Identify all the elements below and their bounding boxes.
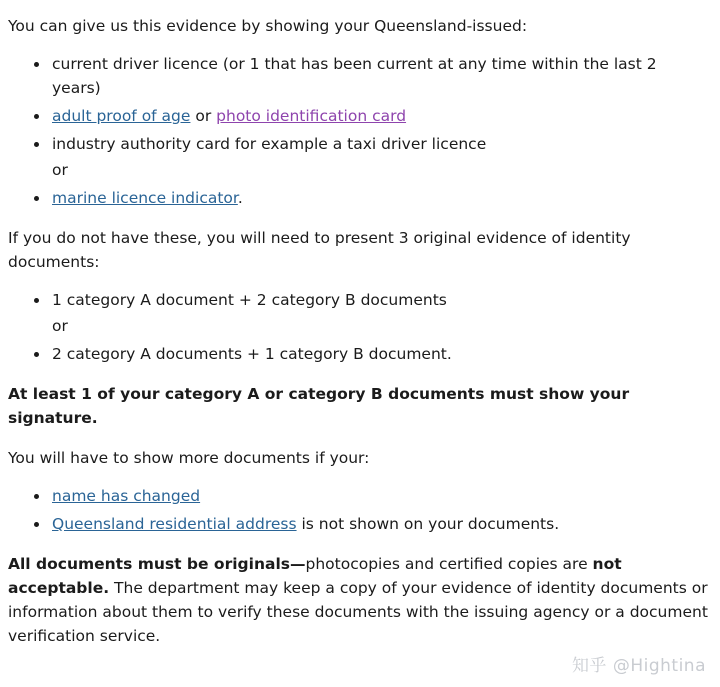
second-paragraph: If you do not have these, you will need to present 3 original evidence of identity documents: [8,229,631,272]
list-item [52,52,708,100]
evidence-list [8,52,708,210]
list-item-text: industry authority card for example a taxi driver licence [52,135,487,154]
originals-note-emphasis: not acceptable. [8,555,622,598]
combination-list [8,288,708,366]
list-item-or: or [52,317,68,336]
originals-note-lead: All documents must be originals— [8,555,306,574]
list-item [52,342,708,366]
list-item [52,132,708,182]
list-item-trailing-text: is not shown on your documents. [296,515,560,534]
conjunction-or: or [190,107,217,126]
watermark: 知乎 @Hightina [571,655,706,676]
originals-note-rest: The department may keep a copy of your evidence of identity documents or information about them to verify these documents with the issuing agency or a document verification service. [8,579,708,646]
link-photo-identification-card[interactable]: photo identification card [216,107,407,126]
link-name-has-changed[interactable]: name has changed [52,487,201,506]
list-item-text: current driver licence (or 1 that has been current at any time within the last 2 years) [52,55,657,98]
more-documents-list [8,484,708,536]
link-marine-licence-indicator[interactable]: marine licence indicator [52,189,238,208]
list-item [52,512,708,536]
list-item-text: 1 category A document + 2 category B documents [52,291,447,310]
list-item [52,484,708,508]
originals-note-middle: photocopies and certified copies are [305,555,593,574]
list-item [52,288,708,338]
originals-note [8,552,708,648]
intro-paragraph: You can give us this evidence by showing your Queensland-issued: [8,17,528,35]
link-adult-proof-of-age[interactable]: adult proof of age [52,107,191,126]
list-item-or: or [52,161,68,180]
link-queensland-residential-address[interactable]: Queensland residential address [52,515,297,534]
list-item-text: 2 category A documents + 1 category B document. [52,345,452,364]
signature-note: At least 1 of your category A or category B documents must show your signature. [8,385,630,428]
list-item [52,186,708,210]
more-documents-paragraph: You will have to show more documents if your: [8,449,370,468]
list-item [52,104,708,128]
list-item-suffix: . [237,189,243,208]
